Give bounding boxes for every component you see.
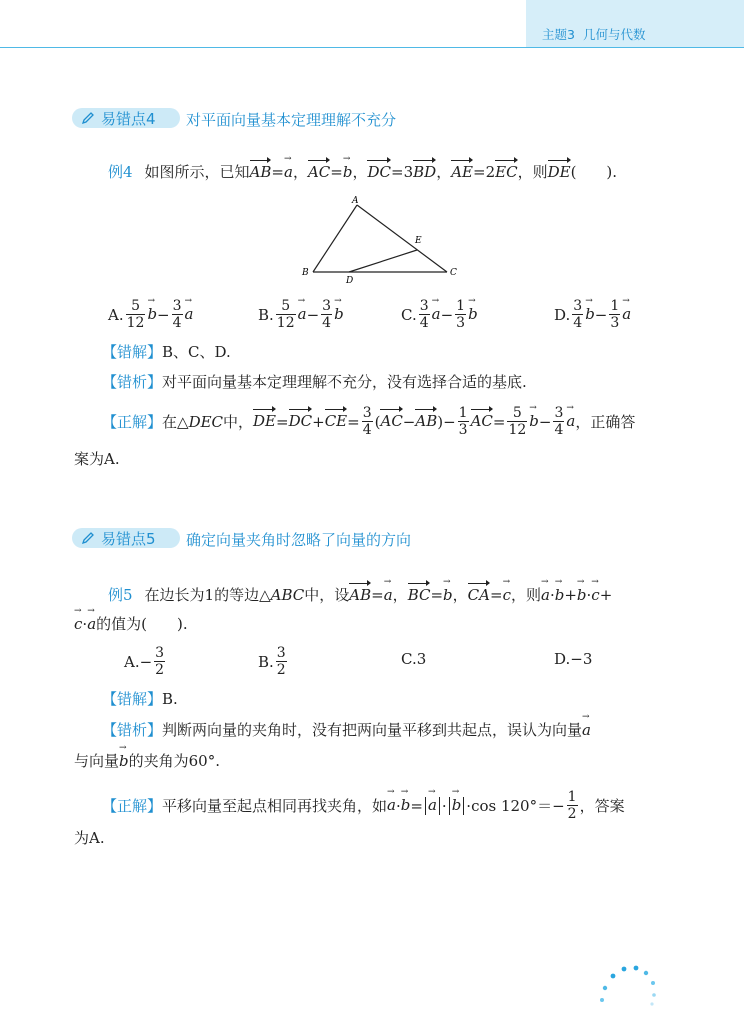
example4-answer: 案为A. <box>74 450 120 468</box>
example5-analysis-line1: 【错析】判断两向量的夹角时，没有把两向量平移到共起点，误认为向量a → <box>102 719 591 741</box>
example4-option-d[interactable]: D. $\frac{3}{4}$ b → − $\frac{1}{3}$ a → <box>554 298 631 331</box>
section5-title: 确定向量夹角时忽略了向量的方向 <box>186 531 412 549</box>
section5-badge-label: 易错点5 <box>101 529 156 548</box>
label-d: D <box>346 276 354 286</box>
section4-badge <box>72 108 180 128</box>
triangle-figure <box>296 192 466 287</box>
pencil-icon <box>81 531 95 545</box>
header-title: 几何与代数 <box>582 27 646 42</box>
label-e: E <box>415 236 422 246</box>
example5-analysis-line2: 与向量b →的夹角为60°. <box>74 750 220 772</box>
example4-question: 例4 如图所示，已知AB=a →，AC=b →，DC=3BD，AE=2EC，则DE( ). <box>108 161 617 183</box>
example5-answer: 为A. <box>74 829 105 847</box>
example5-question-line2: c →·a →的值为( ). <box>74 613 188 635</box>
running-header <box>542 25 645 43</box>
example4-option-c[interactable]: C. $\frac{3}{4}$ a → − $\frac{1}{3}$ b → <box>401 298 478 331</box>
example5-option-c[interactable]: C.3 <box>401 650 427 668</box>
example5-option-a[interactable]: A.− $\frac{3}{2}$ <box>124 645 165 678</box>
example5-option-b[interactable]: B. $\frac{3}{2}$ <box>258 645 286 678</box>
pencil-icon <box>81 111 95 125</box>
example4-option-b[interactable]: B. $\frac{5}{12}$ a → − $\frac{3}{4}$ b → <box>258 298 344 331</box>
header-rule <box>0 47 744 48</box>
example5-option-d[interactable]: D.−3 <box>554 650 593 668</box>
example4-correct-solution: 【正解】 在△ DEC 中， DE = DC + CE = $\frac{3}{4}$ ( AC − AB )− $\frac{1}{3}$ AC = $\frac{5}{12}$ b → − $\frac{3}{4}$ a → ，正确答 <box>102 405 635 438</box>
example5-label: 例5 <box>108 586 133 604</box>
edge-ac <box>357 205 447 272</box>
example5-correct-solution: 【正解】 平移向量至起点相同再找夹角，如 a → · b → = a → · b → ·cos 120°＝− $\frac{1}{2}$ ，答案 <box>102 789 625 822</box>
label-b: B <box>302 268 309 278</box>
example4-option-a[interactable]: A. $\frac{5}{12}$ b → − $\frac{3}{4}$ a → <box>108 298 194 331</box>
label-c: C <box>450 268 457 278</box>
section4-title: 对平面向量基本定理理解不充分 <box>186 111 397 129</box>
section4-badge-label: 易错点4 <box>101 109 156 128</box>
example5-question-line1: 例5 在边长为1的等边△ABC中，设AB=a →，BC=b →，CA=c →，则a →·b →+b →·c →+ <box>108 584 612 606</box>
header-topic: 主题3 <box>542 27 575 42</box>
section5-badge <box>72 528 180 548</box>
label-a: A <box>352 196 359 206</box>
example5-wrong-solution: 【错解】B. <box>102 690 178 708</box>
segment-de <box>349 250 417 272</box>
example4-label: 例4 <box>108 163 133 181</box>
decorative-dots <box>596 958 660 1008</box>
example4-wrong-solution: 【错解】B、C、D. <box>102 343 231 361</box>
edge-ab <box>313 205 357 272</box>
example4-analysis: 【错析】对平面向量基本定理理解不充分，没有选择合适的基底. <box>102 373 527 391</box>
